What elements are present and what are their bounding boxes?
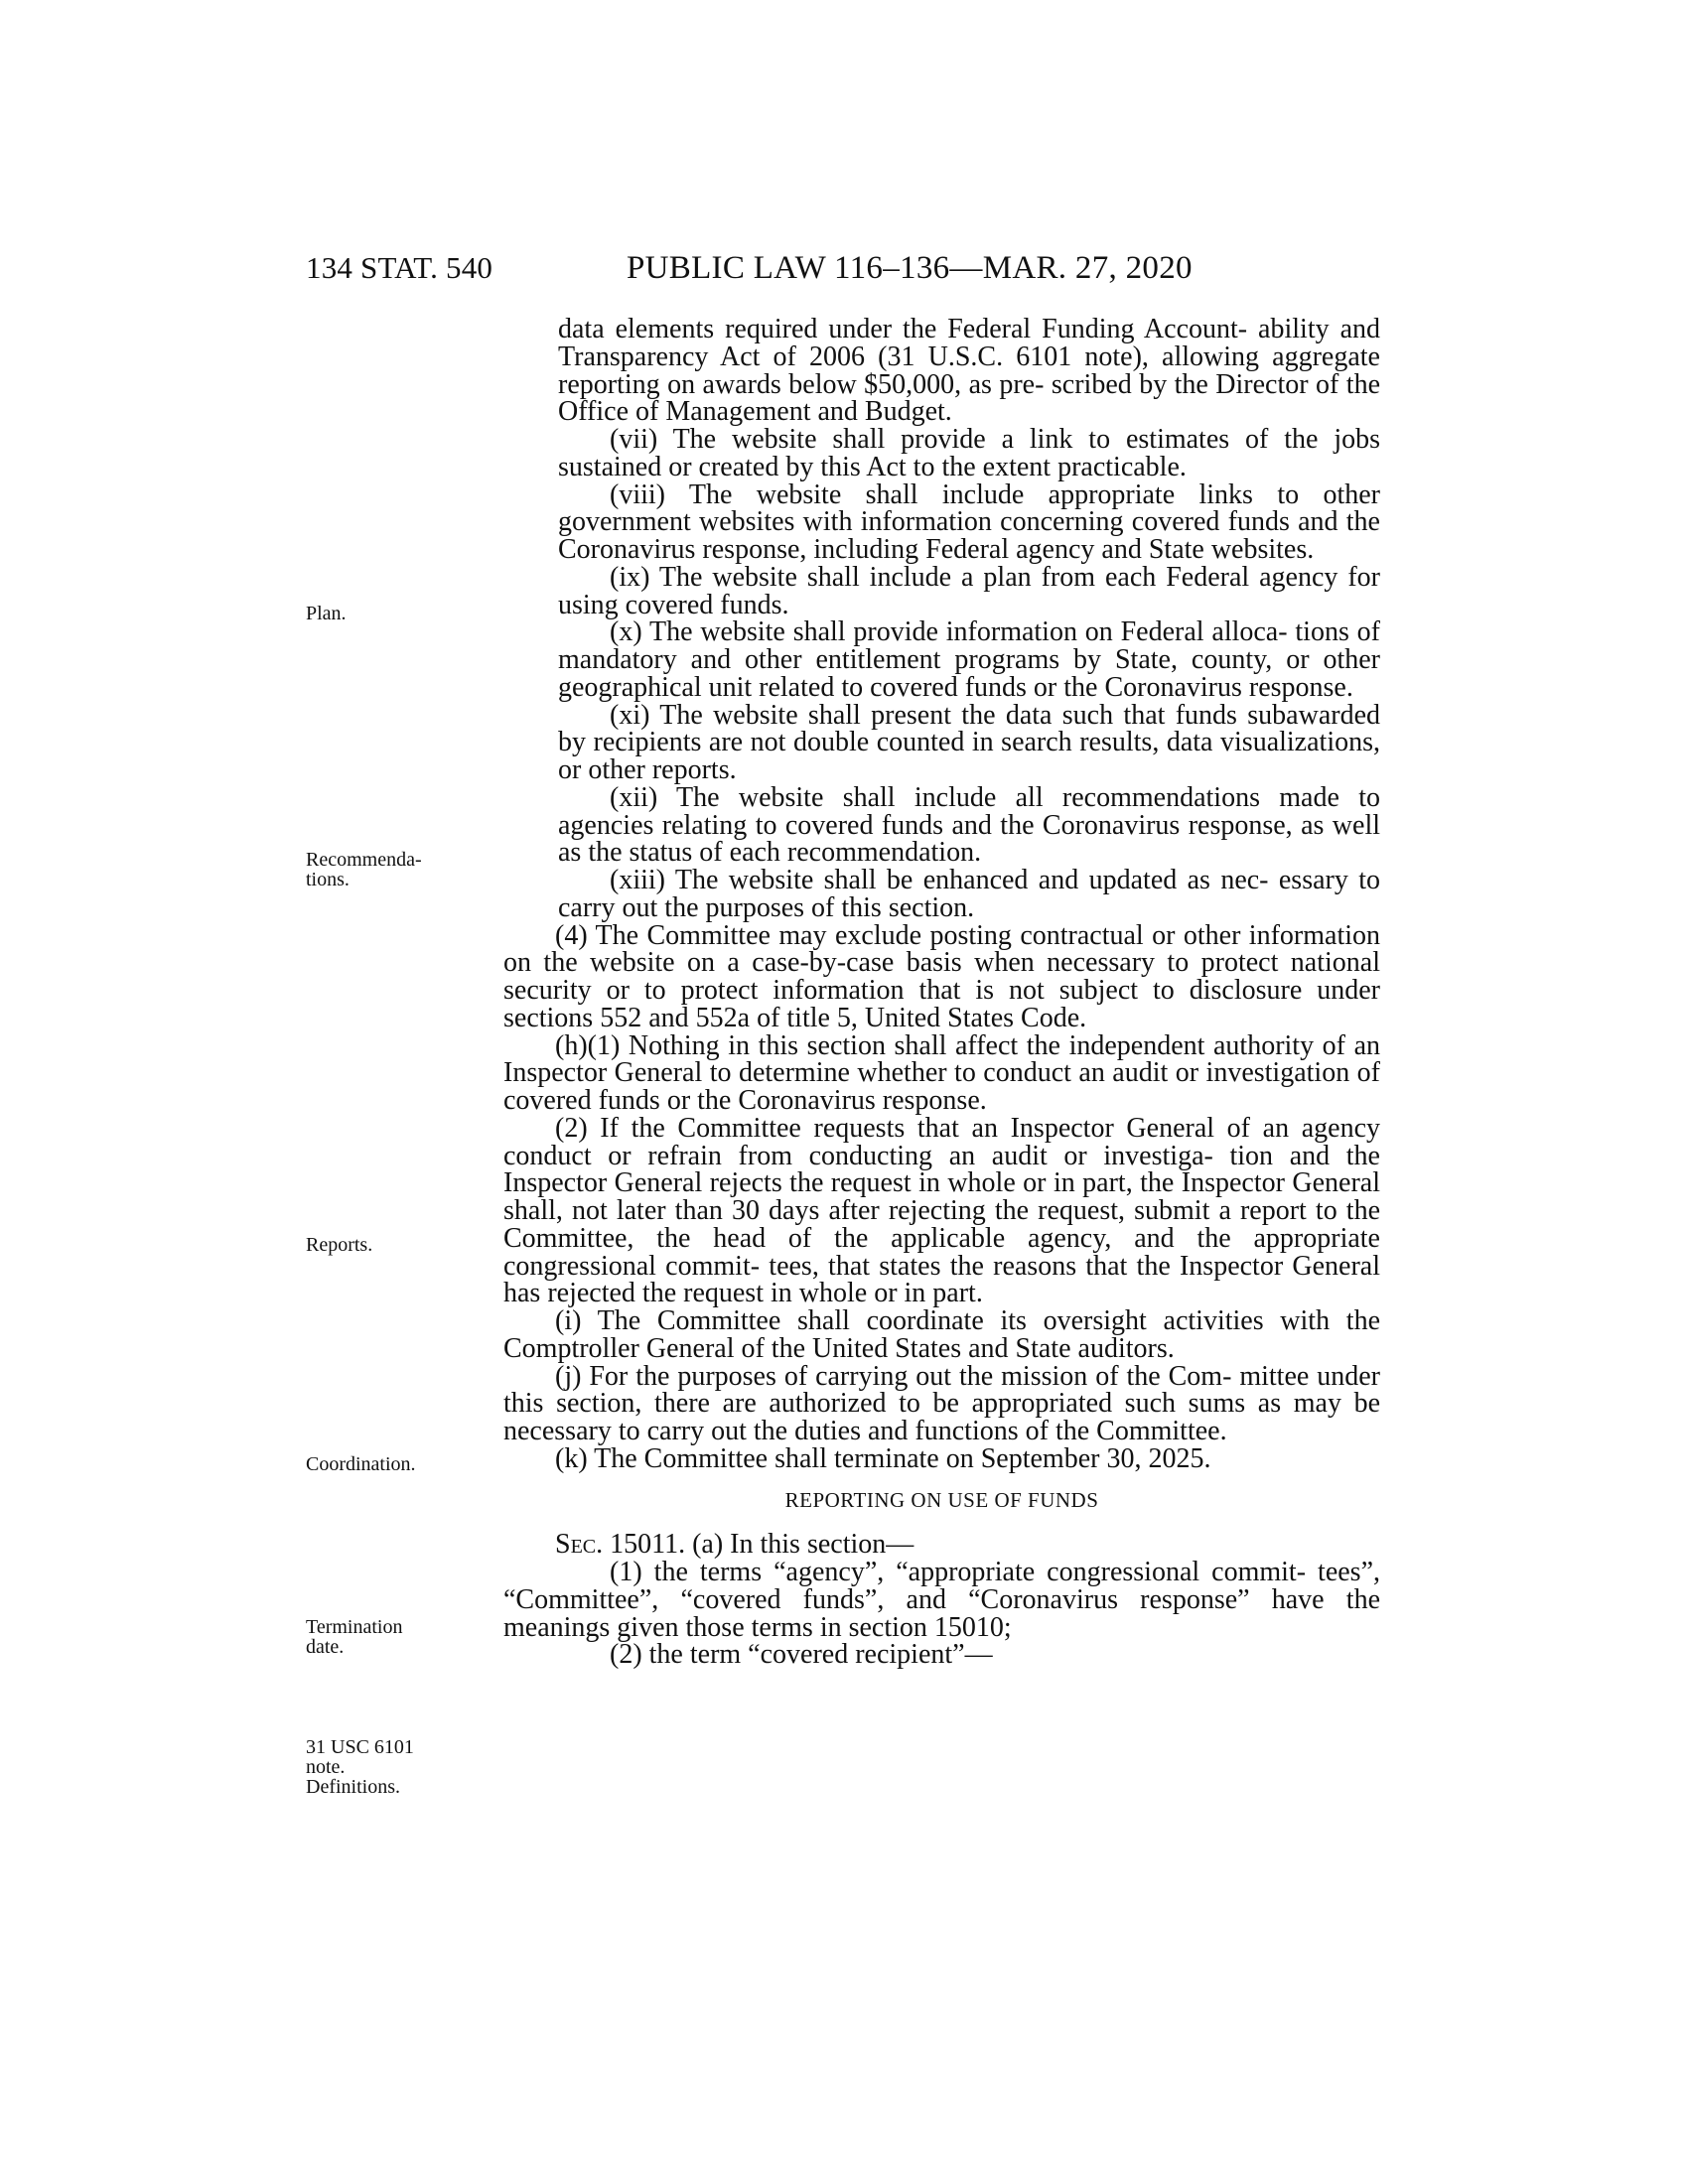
paragraph-a1: (1) the terms “agency”, “appropriate congressional commit- tees”, “Committee”, “covered funds”, and “Coronavirus response” have the meanings given those terms in section 15010; — [503, 1557, 1380, 1643]
margin-note-text: Reports. — [306, 1234, 373, 1256]
paragraph-4: (4) The Committee may exclude posting contractual or other information on the website on a case-by-case basis when necessary to protect national security or to protect information that is not subject to disclosure under sections 552 and 552a of title 5, United States Code. — [503, 919, 1380, 1033]
page-header — [306, 250, 1369, 290]
statute-body — [503, 316, 1380, 1669]
sec-label: Sec — [555, 1529, 597, 1561]
paragraph-a2: (2) the term “covered recipient”— — [610, 1639, 993, 1671]
paragraph-xi: (xi) The website shall present the data such that funds subawarded by recipients are not double counted in search results, data visualizations, or other reports. — [558, 699, 1380, 785]
margin-note-plan — [306, 604, 435, 623]
paragraph-j: (j) For the purposes of carrying out the mission of the Com- mittee under this section, there are authorized to be appropriated such sums as may be necessary to carry out the duties and functions of the Committee. — [503, 1360, 1380, 1446]
margin-note-text: Coordination. — [306, 1453, 416, 1475]
margin-note-coordination — [306, 1454, 435, 1474]
running-head: PUBLIC LAW 116–136—MAR. 27, 2020 — [627, 250, 1193, 286]
paragraph-x: (x) The website shall provide information on Federal alloca- tions of mandatory and other entitlement programs by State, county, or other geographical unit related to covered funds or the Coronavirus response. — [558, 616, 1380, 703]
margin-note-text: Recommenda- tions. — [306, 849, 422, 890]
section-heading: REPORTING ON USE OF FUNDS — [784, 1487, 1099, 1512]
paragraph-xiii: (xiii) The website shall be enhanced and updated as nec- essary to carry out the purposes of this section. — [558, 865, 1380, 923]
sec-intro-text: . 15011. (a) In this section— — [596, 1529, 914, 1561]
paragraph-i: (i) The Committee shall coordinate its oversight activities with the Comptroller General of the United States and State auditors. — [503, 1305, 1380, 1364]
margin-note-text: 31 USC 6101 note. Definitions. — [306, 1736, 414, 1798]
paragraph-vii: (vii) The website shall provide a link to estimates of the jobs sustained or created by this Act to the extent practicable. — [558, 424, 1380, 482]
margin-note-text: Termination date. — [306, 1616, 403, 1658]
paragraph-viii: (viii) The website shall include appropriate links to other government websites with information concerning covered funds and the Coronavirus response, including Federal agency and State websites. — [558, 478, 1380, 565]
paragraph-ix: (ix) The website shall include a plan from each Federal agency for using covered funds. — [558, 561, 1380, 620]
margin-note-termination — [306, 1617, 435, 1657]
section-15011-intro — [503, 1531, 1380, 1559]
paragraph-h1: (h)(1) Nothing in this section shall affect the independent authority of an Inspector General to determine whether to conduct an audit or investigation of covered funds or the Coronavirus response. — [503, 1029, 1380, 1116]
margin-note-recommendations — [306, 850, 435, 889]
paragraph-xii: (xii) The website shall include all recommendations made to agencies relating to covered funds and the Coronavirus response, as well as the status of each recommendation. — [558, 781, 1380, 869]
margin-note-definitions — [306, 1737, 435, 1797]
margin-note-text: Plan. — [306, 603, 347, 624]
paragraph-data-elements: data elements required under the Federal Funding Account- ability and Transparency Act of 2006 (31 U.S.C. 6101 note), allowing aggregate reporting on awards below $50,000, as pre- scribed by the Director of the Office of Management and Budget. — [558, 314, 1380, 428]
paragraph-h2: (2) If the Committee requests that an Inspector General of an agency conduct or refrain from conducting an audit or investiga- tion and the Inspector General rejects the request in whole or in part, the Inspector General shall, not later than 30 days after rejecting the request, submit a report to the Committee, the head of the applicable agency, and the appropriate congressional commit- tees, that states the reasons that the Inspector General has rejected the request in whole or in part. — [503, 1112, 1380, 1309]
margin-note-reports — [306, 1235, 435, 1255]
stat-page-number: 134 STAT. 540 — [306, 250, 493, 285]
paragraph-k: (k) The Committee shall terminate on September 30, 2025. — [555, 1442, 1211, 1474]
